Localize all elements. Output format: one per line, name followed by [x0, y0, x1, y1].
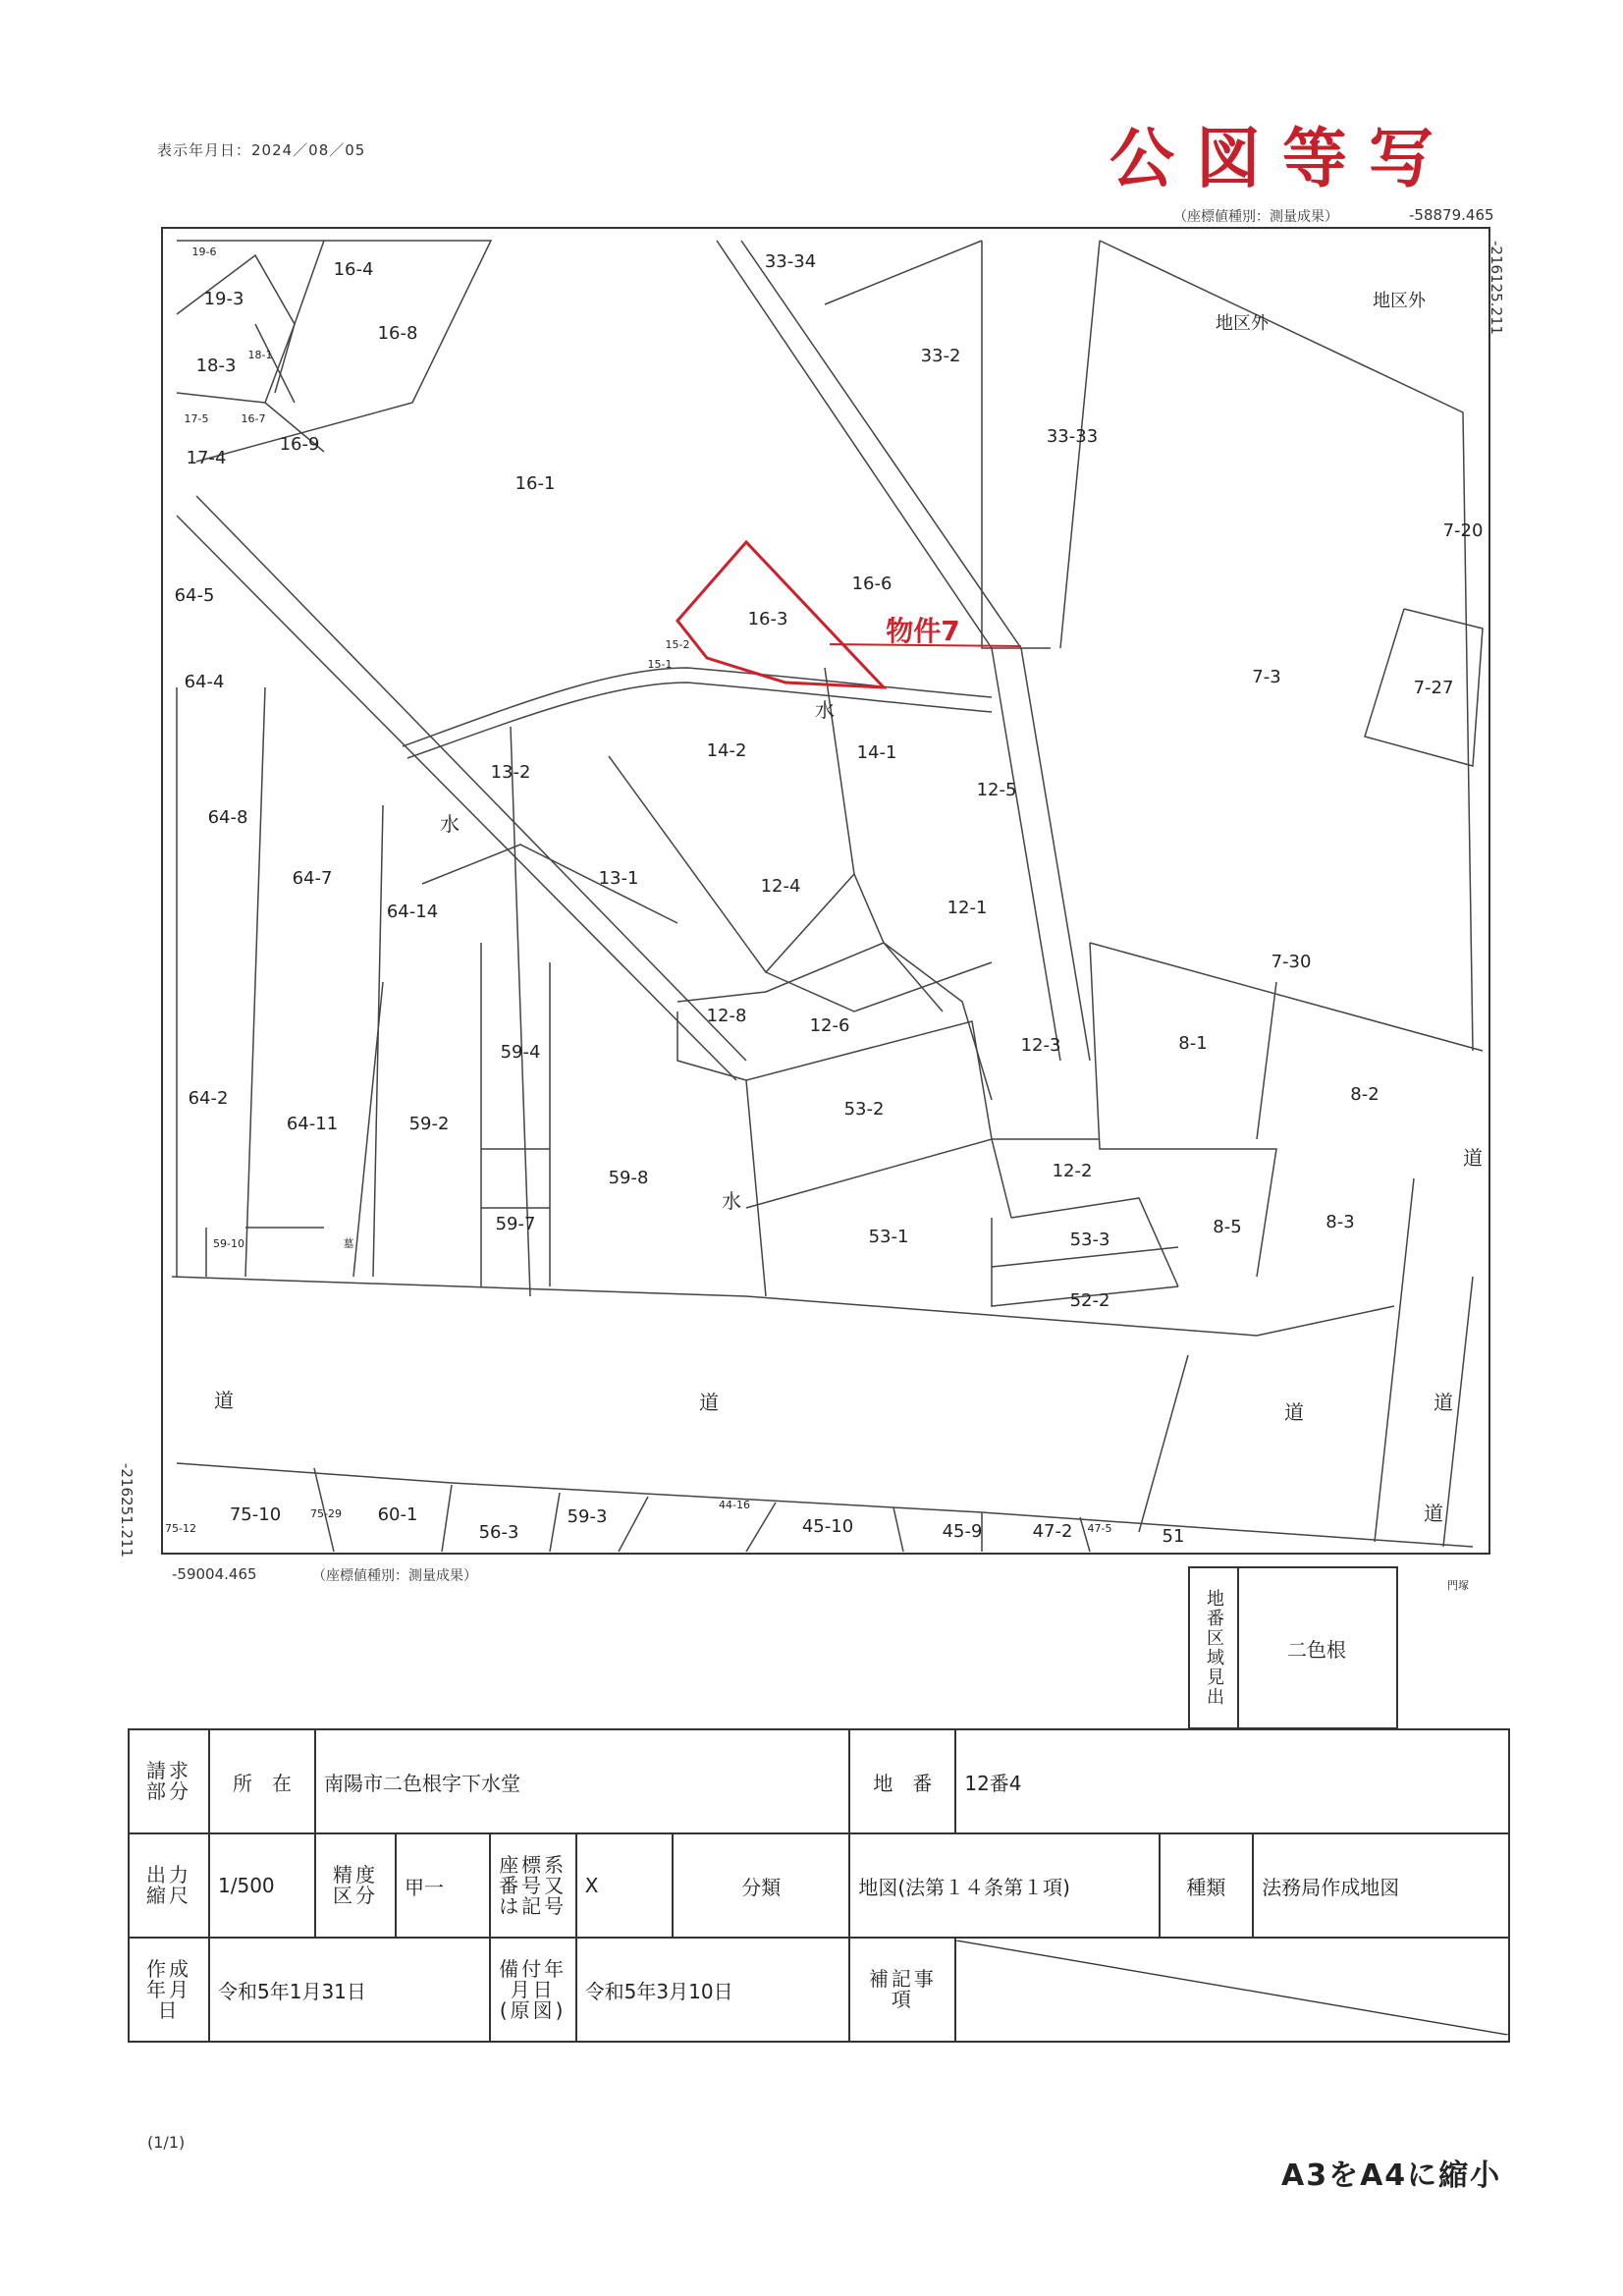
parcel-label: 18-1 [247, 349, 273, 361]
parcel-label: 47-2 [1032, 1521, 1073, 1542]
map-frame [162, 228, 1489, 1554]
parcel-label: 12-6 [809, 1015, 850, 1036]
type-value: 法務局作成地図 [1253, 1833, 1509, 1938]
parcel-label: 15-2 [665, 638, 690, 651]
parcel-label: 33-33 [1046, 426, 1099, 447]
coord-system-label: 座標系番号又は記号 [490, 1833, 576, 1938]
parcel-label: 13-2 [490, 762, 531, 783]
parcel-label: 14-1 [856, 742, 897, 763]
remarks-label: 補記事項 [849, 1938, 955, 2042]
output-scale-value: 1/500 [209, 1833, 315, 1938]
type-label: 種類 [1160, 1833, 1254, 1938]
output-scale-label: 出力縮尺 [129, 1833, 209, 1938]
parcel-label: 53-2 [843, 1099, 885, 1120]
feature-labels [214, 291, 1483, 1592]
water-label: 水 [722, 1189, 741, 1213]
parcel-lines [172, 241, 1483, 1552]
parcel-label: 7-20 [1442, 520, 1484, 541]
parcel-label: 8-1 [1178, 1033, 1208, 1054]
grave-label: 墓 [343, 1237, 354, 1250]
parcel-label: 7-30 [1271, 952, 1312, 972]
road-label: 道 [699, 1391, 719, 1414]
parcel-label: 53-3 [1069, 1230, 1110, 1250]
provided-date-label: 備付年月日(原図) [490, 1938, 576, 2042]
parcel-label: 75-29 [310, 1507, 342, 1520]
parcel-label: 60-1 [377, 1504, 418, 1525]
page-count: (1/1) [147, 2133, 186, 2152]
parcel-label: 59-3 [567, 1506, 608, 1527]
parcel-label: 45-10 [801, 1516, 854, 1537]
parcel-label: 59-10 [213, 1237, 244, 1250]
parcel-label: 56-3 [478, 1522, 519, 1543]
coord-y-top: -58879.465 [1409, 206, 1494, 224]
parcel-label: 12-2 [1052, 1161, 1093, 1181]
location-value: 南陽市二色根字下水堂 [315, 1729, 849, 1833]
parcel-label: 64-5 [174, 585, 215, 606]
road-label: 道 [1284, 1400, 1304, 1424]
parcel-label: 7-3 [1252, 667, 1281, 687]
parcel-label: 33-34 [764, 251, 817, 272]
parcel-label: 17-4 [186, 448, 227, 468]
parcel-label: 12-3 [1020, 1035, 1061, 1056]
parcel-label: 12-4 [760, 876, 801, 897]
parcel-label: 33-2 [920, 346, 961, 366]
parcel-label: 59-7 [495, 1214, 536, 1234]
parcel-label: 8-3 [1325, 1212, 1355, 1232]
coord-x-bottom: -216251.211 [118, 1463, 135, 1558]
remarks-value [955, 1938, 1509, 2042]
parcel-label: 75-10 [229, 1504, 282, 1525]
precision-label: 精度区分 [315, 1833, 396, 1938]
district-index-label: 地番区域見出 [1190, 1568, 1239, 1727]
parcel-label: 15-1 [647, 658, 673, 671]
parcel-label: 12-8 [706, 1006, 747, 1026]
boundary-place-label: 門塚 [1447, 1579, 1469, 1592]
remarks-strike-line [956, 1941, 1508, 2035]
parcel-label: 16-3 [747, 609, 788, 629]
parcel-label: 12-5 [976, 780, 1017, 800]
lot-number-label: 地 番 [849, 1729, 955, 1833]
parcel-label: 16-7 [241, 412, 266, 425]
parcel-label: 45-9 [942, 1521, 983, 1542]
document-title: 公図等写 [1109, 120, 1455, 196]
parcel-label: 19-3 [203, 289, 244, 309]
info-row-dates [129, 1938, 1509, 2042]
coord-y-bottom: -59004.465 [172, 1565, 257, 1583]
parcel-label: 13-1 [598, 868, 639, 889]
road-label: 道 [1434, 1391, 1453, 1414]
water-label: 水 [815, 698, 835, 722]
certificate-info-table [128, 1728, 1510, 2043]
created-date-value: 令和5年1月31日 [209, 1938, 490, 2042]
parcel-label: 53-1 [868, 1227, 909, 1247]
parcel-label: 7-27 [1413, 678, 1454, 698]
district-outside-label: 地区外 [1216, 313, 1269, 334]
parcel-label: 16-4 [333, 259, 374, 280]
coord-type-note-top: （座標値種別：測量成果） [1173, 209, 1338, 225]
road-label: 道 [214, 1389, 234, 1412]
parcel-label: 59-2 [408, 1114, 450, 1134]
parcel-label: 17-5 [184, 412, 209, 425]
coord-type-note-bottom: （座標値種別：測量成果） [312, 1568, 477, 1584]
parcel-label: 51 [1162, 1526, 1185, 1547]
district-outside-label: 地区外 [1373, 291, 1426, 311]
parcel-label: 16-9 [279, 434, 320, 455]
coord-x-top: -216125.211 [1488, 241, 1505, 336]
provided-date-value: 令和5年3月10日 [576, 1938, 850, 2042]
parcel-label: 19-6 [191, 246, 217, 258]
parcel-label: 64-8 [207, 807, 248, 828]
parcel-label: 8-5 [1213, 1217, 1242, 1237]
location-label: 所 在 [209, 1729, 315, 1833]
parcel-label: 75-12 [165, 1522, 196, 1535]
parcel-label: 64-14 [386, 902, 439, 922]
scale-note: A3をA4に縮小 [1281, 2159, 1502, 2193]
district-index-value: 二色根 [1287, 1637, 1346, 1662]
parcel-label: 47-5 [1087, 1522, 1112, 1535]
parcel-label: 16-1 [514, 473, 556, 494]
coord-system-value: X [576, 1833, 673, 1938]
parcel-label: 64-2 [188, 1088, 229, 1109]
water-label: 水 [440, 812, 460, 836]
parcel-label: 14-2 [706, 740, 747, 761]
info-row-scale [129, 1833, 1509, 1938]
parcel-label: 64-11 [286, 1114, 339, 1134]
info-row-location [129, 1729, 1509, 1833]
road-label: 道 [1463, 1146, 1483, 1170]
parcel-label: 59-4 [500, 1042, 541, 1063]
parcel-label: 59-8 [608, 1168, 649, 1188]
property-marker-label: 物件7 [886, 615, 960, 647]
request-part-label: 請求部分 [129, 1729, 209, 1833]
parcel-label: 8-2 [1350, 1084, 1380, 1105]
parcel-label: 44-16 [719, 1499, 750, 1511]
parcel-label: 18-3 [195, 355, 237, 376]
precision-value: 甲一 [396, 1833, 490, 1938]
parcel-label: 16-6 [851, 574, 893, 594]
road-label: 道 [1424, 1502, 1443, 1525]
display-date: 表示年月日：2024／08／05 [157, 141, 366, 159]
parcel-label: 52-2 [1069, 1290, 1110, 1311]
district-index-box [1188, 1566, 1398, 1729]
parcel-label: 12-1 [947, 898, 988, 918]
parcel-label: 64-4 [184, 672, 225, 692]
category-label: 分類 [673, 1833, 849, 1938]
parcel-labels [165, 246, 1483, 1547]
created-date-label: 作成年月日 [129, 1938, 209, 2042]
category-value: 地図(法第１４条第１項) [849, 1833, 1159, 1938]
parcel-label: 64-7 [292, 868, 333, 889]
lot-number-value: 12番4 [955, 1729, 1509, 1833]
parcel-label: 16-8 [377, 323, 418, 344]
